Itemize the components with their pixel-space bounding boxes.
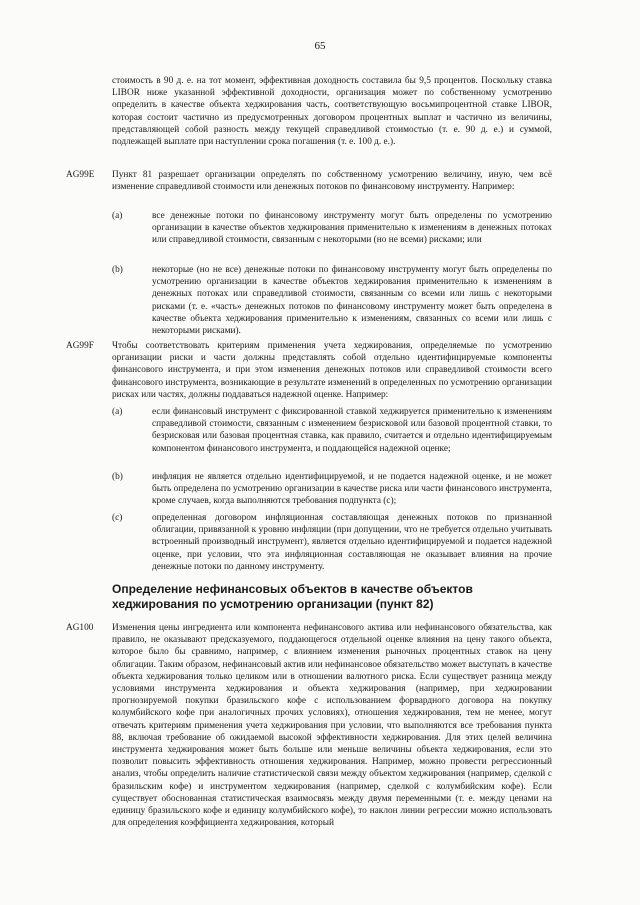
list-item-label: (b)	[112, 472, 123, 482]
list-item-label: (a)	[112, 211, 123, 221]
paragraph-label-ag99f: AG99F	[66, 341, 94, 351]
intro-paragraph: стоимость в 90 д. е. на тот момент, эффективная доходность составила бы 9,5 процентов. Поскольку ставка LIBOR ниже указанной эффективной доходности, организация может по собственному усмотрению определить в качестве объекта хеджирования часть, соответствующую восьмипроцентной ставке LIBOR, которая состоит частично из предусмотренных договором процентных выплат и частично из величины, представляющей собой разность между текущей справедливой стоимостью (т. е. 90 д. е.) и суммой, подлежащей выплате при наступлении срока погашения (т. е. 100 д. е.).	[112, 76, 552, 148]
list-item-text: если финансовый инструмент с фиксированной ставкой хеджируется применительно к изменениям справедливой стоимости, связанным с изменением безрисковой или базовой процентной ставки, то безрисковая или базовая процентная ставка, как правило, считается и отдельно идентифицируемым компонентом финансового инструмента, и поддающейся надежной оценке;	[152, 407, 552, 454]
page-number: 65	[314, 40, 326, 52]
list-item-label: (c)	[112, 513, 123, 523]
list-item-text: все денежные потоки по финансовому инструменту могут быть определены по усмотрению организации в качестве объектов хеджирования применительно к изменениям в денежных потоках или справедливой стоимости, связанным с некоторыми (но не всеми) рисками; или	[152, 211, 552, 246]
paragraph-ag99e-text: Пункт 81 разрешает организации определять по собственному усмотрению величину, иную, чем всё изменение справедливой стоимости или денежных потоков по финансовому инструменту. Например:	[112, 170, 552, 193]
list-item-text: некоторые (но не все) денежные потоки по финансовому инструменту могут быть определены по усмотрению организации в качестве объектов хеджирования применительно к изменениям в денежных потоках или справедливой стоимости, связанным со всеми или лишь с некоторыми рисками (т. е. «часть» денежных потоков по финансовому инструменту может быть определена в качестве объекта хеджирования применительно к изменениям, связанных со всеми или лишь с некоторыми рисками).	[152, 265, 552, 337]
section-heading: Определение нефинансовых объектов в качестве объектов хеджирования по усмотрению организации (пункт 82)	[112, 582, 473, 611]
list-item-label: (b)	[112, 265, 123, 275]
paragraph-label-ag99e: AG99E	[66, 170, 95, 180]
paragraph-label-ag100: AG100	[66, 623, 94, 633]
list-item-label: (a)	[112, 407, 123, 417]
list-item-text: инфляция не является отдельно идентифицируемой, и не подается надежной оценке, и не может быть определена по усмотрению организации в качестве риска или части финансового инструмента, кроме случаев, когда выполняются требования подпункта (c);	[152, 472, 552, 507]
list-item-text: определенная договором инфляционная составляющая денежных потоков по признанной облигации, привязанной к уровню инфляции (при допущении, что не требуется отдельно учитывать встроенный производный инструмент), является отдельно идентифицируемой и подается надежной оценке, при условии, что эта инфляционная составляющая не оказывает влияния на прочие денежные потоки по данному инструменту.	[152, 513, 552, 572]
paragraph-ag99f-text: Чтобы соответствовать критериям применения учета хеджирования, определяемые по усмотрению организации риски и части должны представлять собой отдельно идентифицируемые компоненты финансового инструмента, и при этом изменения денежных потоков или справедливой стоимости всего финансового инструмента, возникающие в результате изменений в определенных по усмотрению организации рисках или частях, должны поддаваться надежной оценке. Например:	[112, 341, 552, 400]
paragraph-ag100-text: Изменения цены ингредиента или компонента нефинансового актива или нефинансового обязательства, как правило, не оказывают предсказуемого, поддающегося отдельной оценке влияния на цену такого объекта, которое было бы сравнимо, например, с влиянием изменения рыночных процентных ставок на цену облигации. Таким образом, нефинансовый актив или нефинансовое обязательство может выступать в качестве объекта хеджирования только целиком или в отношении валютного риска. Если существует разница между условиями инструмента хеджирования и объекта хеджирования (например, при хеджировании прогнозируемой покупки бразильского кофе с использованием форвардного договора на покупку колумбийского кофе при аналогичных прочих условиях), отношения хеджирования, тем не менее, могут отвечать критериям применения учета хеджирования при условии, что выполняются все требования пункта 88, включая требование об ожидаемой высокой эффективности хеджирования. Для этих целей величина инструмента хеджирования может быть больше или меньше величины объекта хеджирования, если это позволит повысить эффективность отношения хеджирования. Например, можно провести регрессионный анализ, чтобы определить наличие статистической связи между объектом хеджирования (например, сделкой с бразильским кофе) и инструментом хеджирования (например, сделкой с колумбийским кофе). Если существует обоснованная статистическая взаимосвязь между двумя переменными (т. е. между ценами на единицу бразильского кофе и единицу колумбийского кофе), то наклон линии регрессии можно использовать для определения коэффициента хеджирования, который	[112, 623, 552, 829]
